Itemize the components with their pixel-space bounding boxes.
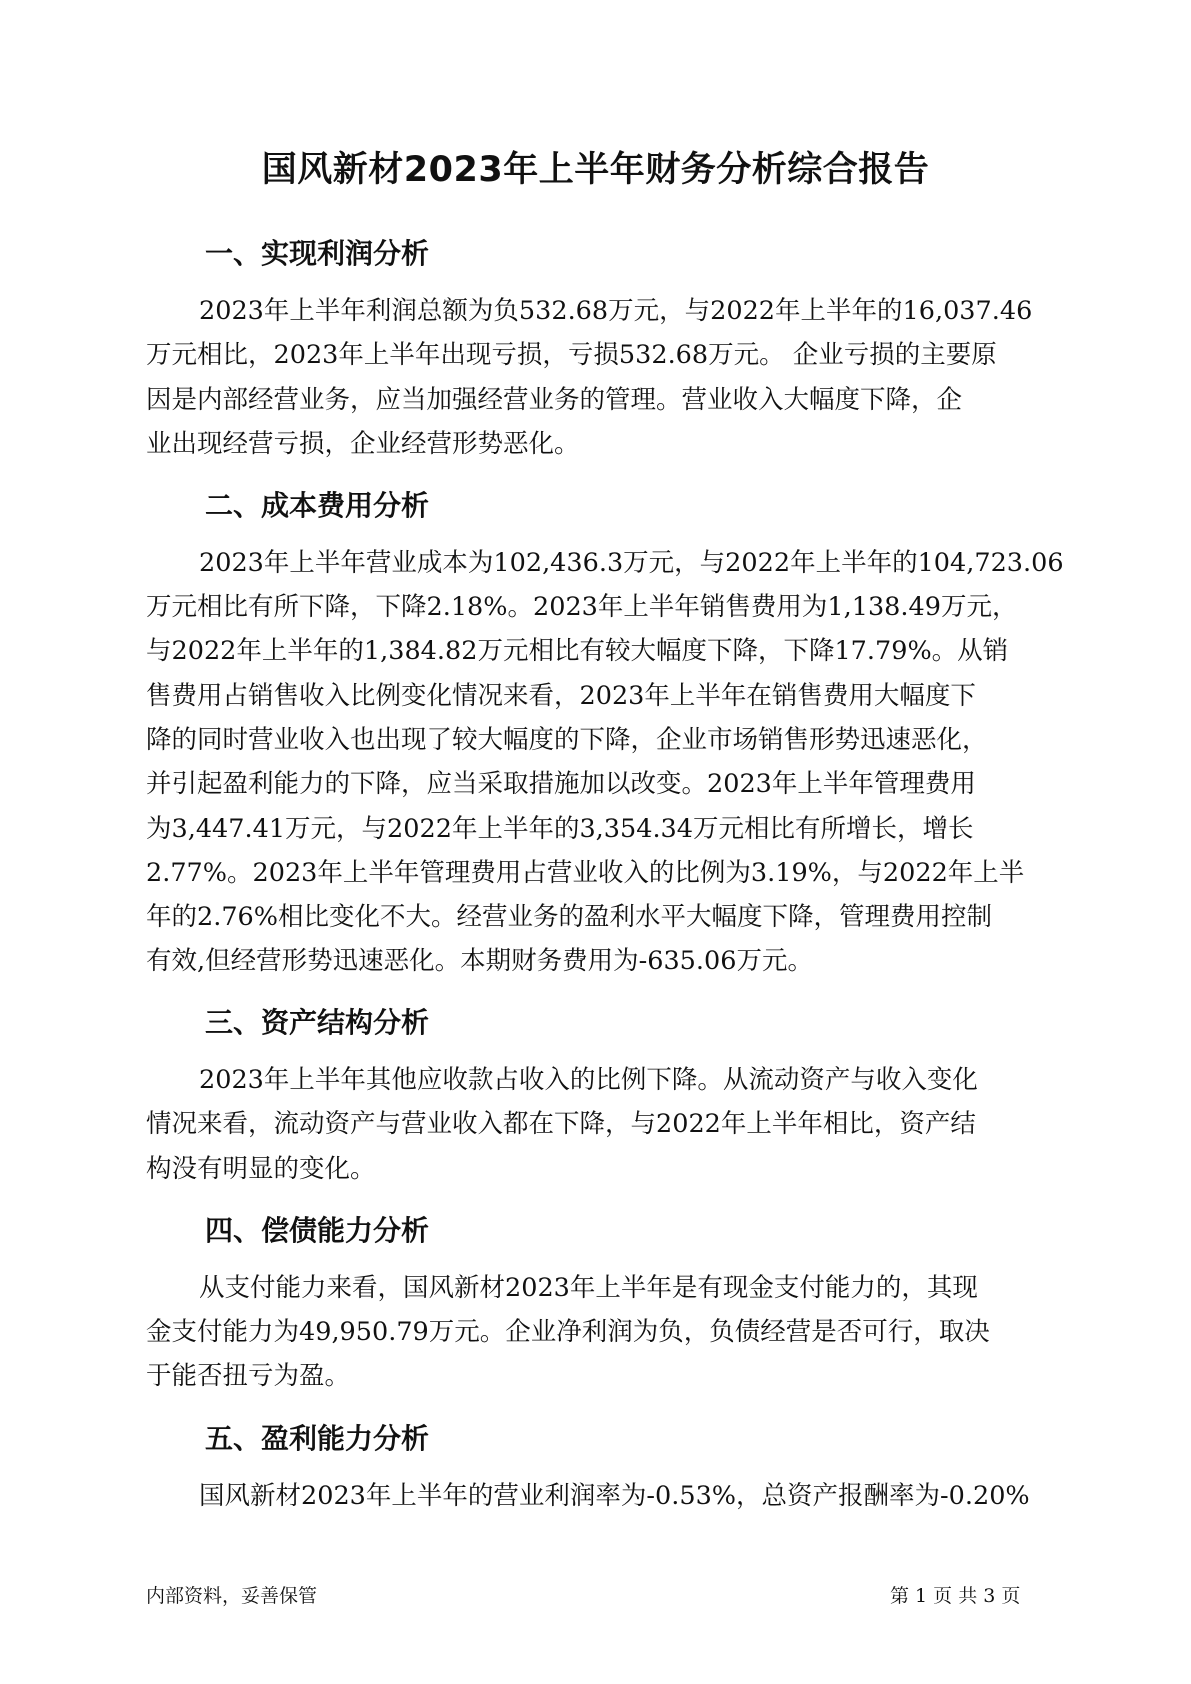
section-heading-cost: 二、成本费用分析 [205,489,430,522]
paragraph-line: 2023年上半年其他应收款占收入的比例下降。从流动资产与收入变化 [199,1065,978,1095]
paragraph-line: 售费用占销售收入比例变化情况来看，2023年上半年在销售费用大幅度下 [146,681,976,711]
paragraph-line: 万元相比有所下降，下降2.18%。2023年上半年销售费用为1,138.49万元， [146,592,1018,622]
paragraph-line: 降的同时营业收入也出现了较大幅度的下降，企业市场销售形势迅速恶化， [146,725,988,755]
paragraph-line: 国风新材2023年上半年的营业利润率为-0.53%，总资产报酬率为-0.20% [199,1481,1030,1511]
section-heading-asset-structure: 三、资产结构分析 [205,1006,430,1039]
paragraph-line: 因是内部经营业务，应当加强经营业务的管理。营业收入大幅度下降，企 [146,385,963,415]
paragraph-line: 2023年上半年营业成本为102,436.3万元，与2022年上半年的104,723.06 [199,548,1064,578]
paragraph-line: 金支付能力为49,950.79万元。企业净利润为负，负债经营是否可行，取决 [146,1317,990,1347]
paragraph-line: 业出现经营亏损，企业经营形势恶化。 [146,429,580,459]
paragraph-line: 为3,447.41万元，与2022年上半年的3,354.34万元相比有所增长，增长 [146,814,974,844]
section-heading-solvency: 四、偿债能力分析 [205,1214,430,1247]
section-heading-profitability: 五、盈利能力分析 [205,1422,430,1455]
paragraph-line: 年的2.76%相比变化不大。经营业务的盈利水平大幅度下降，管理费用控制 [146,902,993,932]
paragraph-line: 万元相比，2023年上半年出现亏损，亏损532.68万元。 企业亏损的主要原 [146,340,997,370]
paragraph-line: 2023年上半年利润总额为负532.68万元，与2022年上半年的16,037.46 [199,296,1033,326]
paragraph-line: 情况来看，流动资产与营业收入都在下降，与2022年上半年相比，资产结 [146,1109,976,1139]
paragraph-line: 与2022年上半年的1,384.82万元相比有较大幅度下降，下降17.79%。从销 [146,636,1009,666]
section-heading-profit: 一、实现利润分析 [205,237,430,270]
document-title: 国风新材2023年上半年财务分析综合报告 [261,150,930,190]
paragraph-line: 于能否扭亏为盈。 [146,1361,351,1391]
paragraph-line: 并引起盈利能力的下降，应当采取措施加以改变。2023年上半年管理费用 [146,769,976,799]
paragraph-line: 构没有明显的变化。 [146,1154,376,1184]
footer-page-number: 第 1 页 共 3 页 [890,1585,1021,1607]
paragraph-line: 有效,但经营形势迅速恶化。本期财务费用为-635.06万元。 [146,946,813,976]
footer-confidential-note: 内部资料，妥善保管 [146,1585,318,1607]
paragraph-line: 从支付能力来看，国风新材2023年上半年是有现金支付能力的，其现 [199,1273,978,1303]
paragraph-line: 2.77%。2023年上半年管理费用占营业收入的比例为3.19%，与2022年上半 [146,858,1025,888]
